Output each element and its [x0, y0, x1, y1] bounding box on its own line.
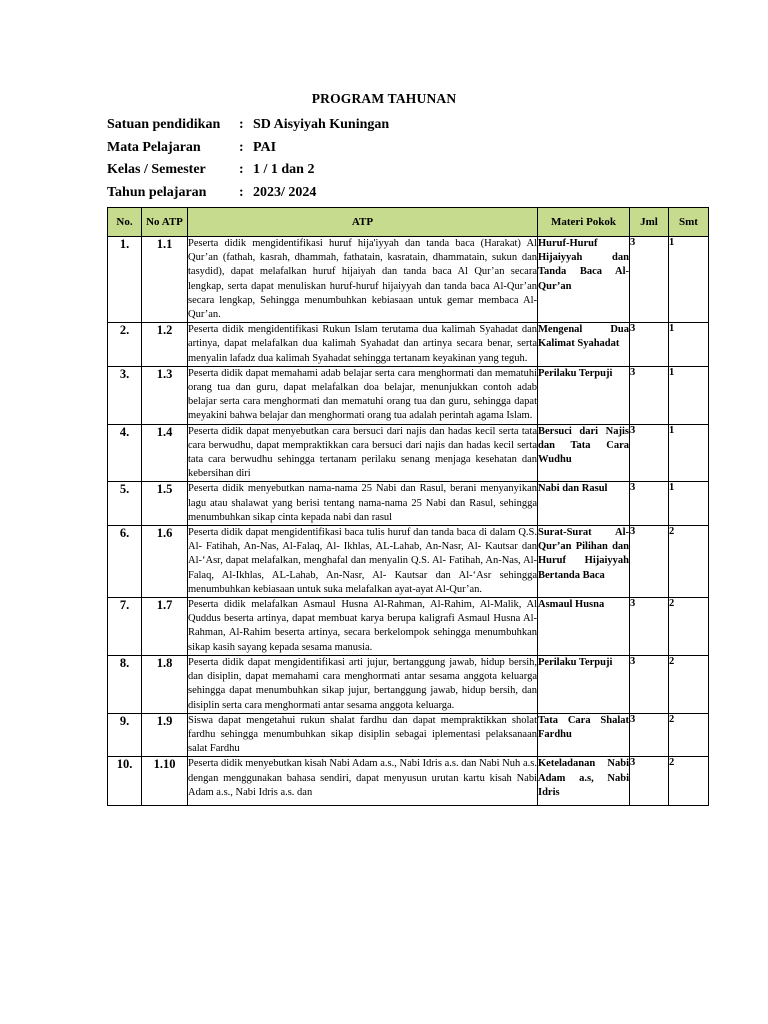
meta-colon: : [239, 117, 244, 132]
row-atp: Peserta didik melafalkan Asmaul Husna Al-Rahman, Al-Rahim, Al-Malik, Al Quddus beserta artinya, dapat membuat karya berupa kaligrafi Asmaul Husna Al-Rahman, Al-Rahim beserta artinya, secara berkelompok sehingga menumbuhkan sikap kasih sayang kepada sesama manusia. [188, 598, 538, 656]
row-atp-no: 1.10 [142, 757, 188, 806]
row-atp-no: 1.7 [142, 598, 188, 656]
row-atp [188, 757, 538, 806]
header-jml: Jml [630, 208, 669, 237]
row-materi: Asmaul Husna [538, 598, 630, 656]
row-materi: Perilaku Terpuji [538, 366, 630, 424]
row-atp: Peserta didik mengidentifikasi huruf hija'iyyah dan tanda baca (Harakat) Al Qur’an (fathah, kasrah, dhammah, fathatain, kasratain, dhammatain, sukun dan tasydid), dapat melafalkan huruf hijaiyah dan tanda baca Al Qur’an secara lengkap, serta dapat menuliskan huruf-huruf hijaiyyah dan tanda baca Al-Qur’an secara lengkap, Sehingga menumbuhkan kebiasaan untuk gemar membaca Al-Qur’an. [188, 237, 538, 323]
table-header-row [108, 208, 709, 237]
row-smt: 1 [669, 366, 709, 424]
row-atp: Peserta didik mengidentifikasi Rukun Islam terutama dua kalimah Syahadat dan artinya, dapat melafalkan dua kalimah Syahadat dan artinya secara benar, serta menyalin lafadz dua kalimah Syahadat sehingga tertanam keyakinan yang teguh. [188, 323, 538, 367]
row-atp-text: Peserta didik menyebutkan kisah Nabi Adam a.s., Nabi Idris a.s. dan Nabi Nuh a.s. dengan menggunakan bahasa sendiri, dapat menyusun urutan kartu kisah Nabi Adam a.s., Nabi Idris a.s. dan [188, 758, 537, 798]
table-row [108, 713, 709, 757]
row-atp-no: 1.8 [142, 655, 188, 713]
row-no: 4. [108, 424, 142, 482]
row-materi: Perilaku Terpuji [538, 655, 630, 713]
meta-row-school [107, 114, 389, 137]
header-materi: Materi Pokok [538, 208, 630, 237]
row-materi: Bersuci dari Najis dan Tata Cara Wudhu [538, 424, 630, 482]
meta-colon: : [239, 162, 244, 177]
meta-row-subject [107, 137, 389, 160]
row-jml: 3 [630, 598, 669, 656]
row-atp: Peserta didik dapat memahami adab belajar serta cara menghormati dan mematuhi orang tua dan guru, dapat melafalkan doa belajar, menunjukkan contoh adab belajar serta cara menghormati dan mematuhi orang tua dan guru, sehingga dapat meyakini bahwa belajar dan menghormati orang tua adalah perintah agama Islam. [188, 366, 538, 424]
row-jml: 3 [630, 757, 669, 806]
table-row [108, 526, 709, 598]
header-smt: Smt [669, 208, 709, 237]
row-atp: Peserta didik dapat mengidentifikasi baca tulis huruf dan tanda baca di dalam Q.S. Al- Fatihah, An-Nas, Al-Falaq, Al- Ikhlas, AL-Lahab, An-Nasr, Al- Kautsar dan Al-‘Asr, dapat melafalkan, menghafal dan menyalin Q.S. Al- Fatihah, An-Nas, Al-Falaq, Al-Ikhlas, AL-Lahab, An-Nasr, Al- Kautsar dan Al-‘Asr sehingga menumbuhkan kebiasaan untuk suka melafalkan ayat-ayat Al-Qur’an. [188, 526, 538, 598]
meta-row-class [107, 159, 389, 182]
meta-label: Satuan pendidikan [107, 117, 221, 132]
row-atp: Peserta didik menyebutkan nama-nama 25 Nabi dan Rasul, berani menyanyikan lagu atau shalawat yang berisi tentang nama-nama 25 Nabi dan Rasul, sehingga menumbuhkan sikap cinta kepada nabi dan rasul [188, 482, 538, 526]
row-no: 8. [108, 655, 142, 713]
row-no: 10. [108, 757, 142, 806]
row-atp-no: 1.3 [142, 366, 188, 424]
table-row [108, 323, 709, 367]
row-atp-no: 1.1 [142, 237, 188, 323]
row-jml: 3 [630, 655, 669, 713]
table-row [108, 366, 709, 424]
program-table [107, 207, 709, 806]
meta-colon: : [239, 184, 244, 200]
header-atp: ATP [188, 208, 538, 237]
row-materi-text: Keteladanan Nabi Adam a.s, Nabi Idris [538, 758, 629, 798]
row-smt: 2 [669, 757, 709, 806]
row-smt: 1 [669, 323, 709, 367]
row-smt: 2 [669, 713, 709, 757]
row-smt: 2 [669, 526, 709, 598]
table-row [108, 757, 709, 806]
table-row [108, 598, 709, 656]
row-atp-no: 1.4 [142, 424, 188, 482]
row-no: 1. [108, 237, 142, 323]
document-meta [107, 114, 389, 204]
row-jml: 3 [630, 713, 669, 757]
row-smt: 1 [669, 237, 709, 323]
row-smt: 2 [669, 598, 709, 656]
meta-label: Mata Pelajaran [107, 139, 201, 155]
row-materi: Nabi dan Rasul [538, 482, 630, 526]
row-materi: Surat-Surat Al-Qur’an Pilihan dan Huruf Hijaiyyah Bertanda Baca [538, 526, 630, 598]
row-jml: 3 [630, 526, 669, 598]
header-no-atp: No ATP [142, 208, 188, 237]
document-title: PROGRAM TAHUNAN [311, 91, 457, 106]
meta-value: SD Aisyiyah Kuningan [253, 117, 390, 132]
row-atp-no: 1.9 [142, 713, 188, 757]
row-atp-no: 1.6 [142, 526, 188, 598]
row-no: 2. [108, 323, 142, 367]
row-no: 9. [108, 713, 142, 757]
row-jml: 3 [630, 366, 669, 424]
meta-label: Kelas / Semester [107, 162, 206, 177]
meta-value: 1 / 1 dan 2 [253, 162, 315, 177]
meta-row-year [107, 182, 389, 205]
row-materi [538, 757, 630, 806]
row-jml: 3 [630, 424, 669, 482]
row-smt: 1 [669, 482, 709, 526]
row-materi: Tata Cara Shalat Fardhu [538, 713, 630, 757]
table-row [108, 237, 709, 323]
row-no: 3. [108, 366, 142, 424]
meta-label: Tahun pelajaran [107, 184, 207, 200]
table-row [108, 424, 709, 482]
meta-colon: : [239, 139, 244, 155]
row-atp: Peserta didik dapat menyebutkan cara bersuci dari najis dan hadas kecil serta tata cara berwudhu, dapat mempraktikkan cara bersuci dari najis dan hadas kecil serta tata cara berwudhu sehingga tertanam perilaku senang menjaga kesehatan dan kebersihan diri [188, 424, 538, 482]
row-materi: Huruf-Huruf Hijaiyyah dan Tanda Baca Al-Qur’an [538, 237, 630, 323]
row-smt: 1 [669, 424, 709, 482]
row-no: 6. [108, 526, 142, 598]
row-materi: Mengenal Dua Kalimat Syahadat [538, 323, 630, 367]
meta-value: 2023/ 2024 [253, 184, 317, 200]
row-jml: 3 [630, 323, 669, 367]
row-atp: Siswa dapat mengetahui rukun shalat fardhu dan dapat mempraktikkan sholat fardhu sehingga menumbuhkan sikap disiplin sebagai iplementasi pelaksanaan salat Fardhu [188, 713, 538, 757]
table-row [108, 482, 709, 526]
row-jml: 3 [630, 237, 669, 323]
meta-value: PAI [253, 139, 277, 155]
row-atp-no: 1.2 [142, 323, 188, 367]
row-smt: 2 [669, 655, 709, 713]
table-row [108, 655, 709, 713]
row-atp: Peserta didik dapat mengidentifikasi arti jujur, bertanggung jawab, hidup bersih, dan disiplin, dapat memahami cara menghormati antar sesama anggota keluarga sehingga dapat menumbuhkan sikap jujur, bertanggung jawab, hidup bersih, dan disiplin serta cara menghormati antar sesama anggota keluarga. [188, 655, 538, 713]
header-no: No. [108, 208, 142, 237]
row-atp-no: 1.5 [142, 482, 188, 526]
row-no: 7. [108, 598, 142, 656]
row-no: 5. [108, 482, 142, 526]
row-jml: 3 [630, 482, 669, 526]
